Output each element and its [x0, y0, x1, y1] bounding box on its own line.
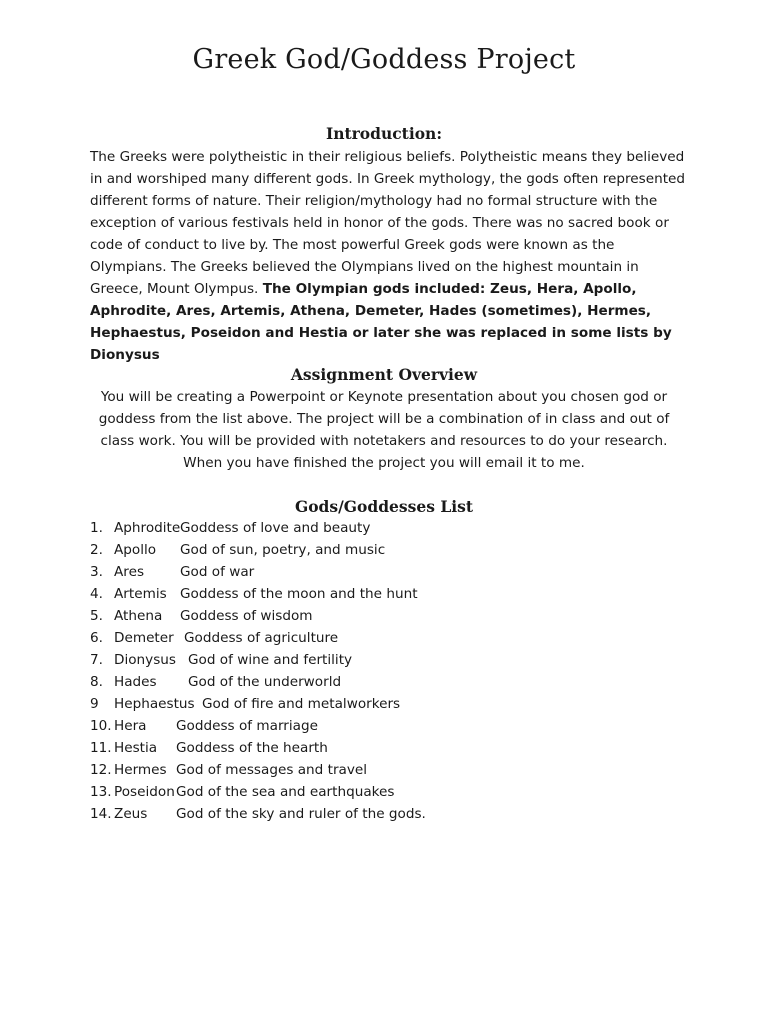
- list-item: [90, 583, 590, 605]
- god-role: God of sun, poetry, and music: [180, 542, 386, 558]
- god-name: Apollo: [114, 542, 157, 558]
- list-item-number: 4.: [90, 586, 103, 602]
- god-name: Hermes: [114, 762, 167, 778]
- list-item: [90, 737, 590, 759]
- list-item: [90, 649, 590, 671]
- god-role: Goddess of wisdom: [180, 608, 313, 624]
- olympian-gods-text: The Olympian gods included: Zeus, Hera, Apollo, Aphrodite, Ares, Artemis, Athena, Demeter, Hades (sometimes), Hermes, Hephaestus, Poseidon and Hestia or later she was replaced in some lists by Dionysus: [90, 281, 672, 363]
- list-item-number: 11.: [90, 740, 112, 756]
- god-name: Athena: [114, 608, 163, 624]
- god-role: God of fire and metalworkers: [202, 696, 401, 712]
- list-item-number: 1.: [90, 520, 103, 536]
- list-item-number: 7.: [90, 652, 103, 668]
- god-role: Goddess of the moon and the hunt: [180, 586, 418, 602]
- introduction-paragraph: [90, 146, 690, 366]
- god-name: Poseidon: [114, 784, 175, 800]
- list-item-number: 13.: [90, 784, 112, 800]
- list-item-number: 12.: [90, 762, 112, 778]
- list-item-number: 5.: [90, 608, 103, 624]
- god-name: Zeus: [114, 806, 148, 822]
- god-role: Goddess of the hearth: [176, 740, 328, 756]
- list-item: [90, 803, 590, 825]
- list-item-number: 10.: [90, 718, 112, 734]
- list-item-number: 8.: [90, 674, 103, 690]
- list-item: [90, 671, 590, 693]
- god-role: God of the underworld: [188, 674, 342, 690]
- list-item: [90, 693, 590, 715]
- list-item-number: 14.: [90, 806, 112, 822]
- list-item: [90, 759, 590, 781]
- introduction-text: The Greeks were polytheistic in their religious beliefs. Polytheistic means they believed in and worshiped many different gods. In Greek mythology, the gods often represented different forms of nature. Their religion/mythology had no formal structure with the exception of various festivals held in honor of the gods. There was no sacred book or code of conduct to live by. The most powerful Greek gods were known as the Olympians. The Greeks believed the Olympians lived on the highest mountain in Greece, Mount Olympus.: [90, 149, 686, 297]
- god-name: Ares: [114, 564, 145, 580]
- god-name: Hephaestus: [114, 696, 195, 712]
- god-role: God of messages and travel: [176, 762, 368, 778]
- assignment-overview-heading: Assignment Overview: [290, 365, 478, 384]
- god-name: Demeter: [114, 630, 174, 646]
- god-role: Goddess of marriage: [176, 718, 318, 734]
- list-item-number: 6.: [90, 630, 103, 646]
- list-item-number: 3.: [90, 564, 103, 580]
- list-item: [90, 517, 590, 539]
- page-title: Greek God/Goddess Project: [192, 44, 576, 75]
- gods-list-heading: Gods/Goddesses List: [294, 497, 474, 516]
- assignment-overview-paragraph: You will be creating a Powerpoint or Keynote presentation about you chosen god or goddess from the list above. The project will be a combination of in class and out of class work. You will be provided with notetakers and resources to do your research. When you have finished the project you will email it to me.: [98, 389, 670, 471]
- list-item: [90, 561, 590, 583]
- list-item: [90, 605, 590, 627]
- god-role: God of the sky and ruler of the gods.: [176, 806, 426, 822]
- god-role: God of the sea and earthquakes: [176, 784, 395, 800]
- god-name: Hestia: [114, 740, 158, 756]
- gods-list: [90, 517, 590, 825]
- god-name: Hades: [114, 674, 157, 690]
- god-role: God of war: [180, 564, 255, 580]
- list-item: [90, 715, 590, 737]
- list-item: [90, 627, 590, 649]
- list-item-number: 9: [90, 696, 99, 712]
- god-name: Hera: [114, 718, 147, 734]
- list-item: [90, 539, 590, 561]
- god-role: Goddess of love and beauty: [180, 520, 371, 536]
- god-role: Goddess of agriculture: [184, 630, 339, 646]
- god-role: God of wine and fertility: [188, 652, 353, 668]
- god-name: Dionysus: [114, 652, 177, 668]
- god-name: Artemis: [114, 586, 167, 602]
- list-item-number: 2.: [90, 542, 103, 558]
- introduction-heading: Introduction:: [325, 124, 443, 143]
- god-name: Aphrodite: [114, 520, 181, 536]
- list-item: [90, 781, 590, 803]
